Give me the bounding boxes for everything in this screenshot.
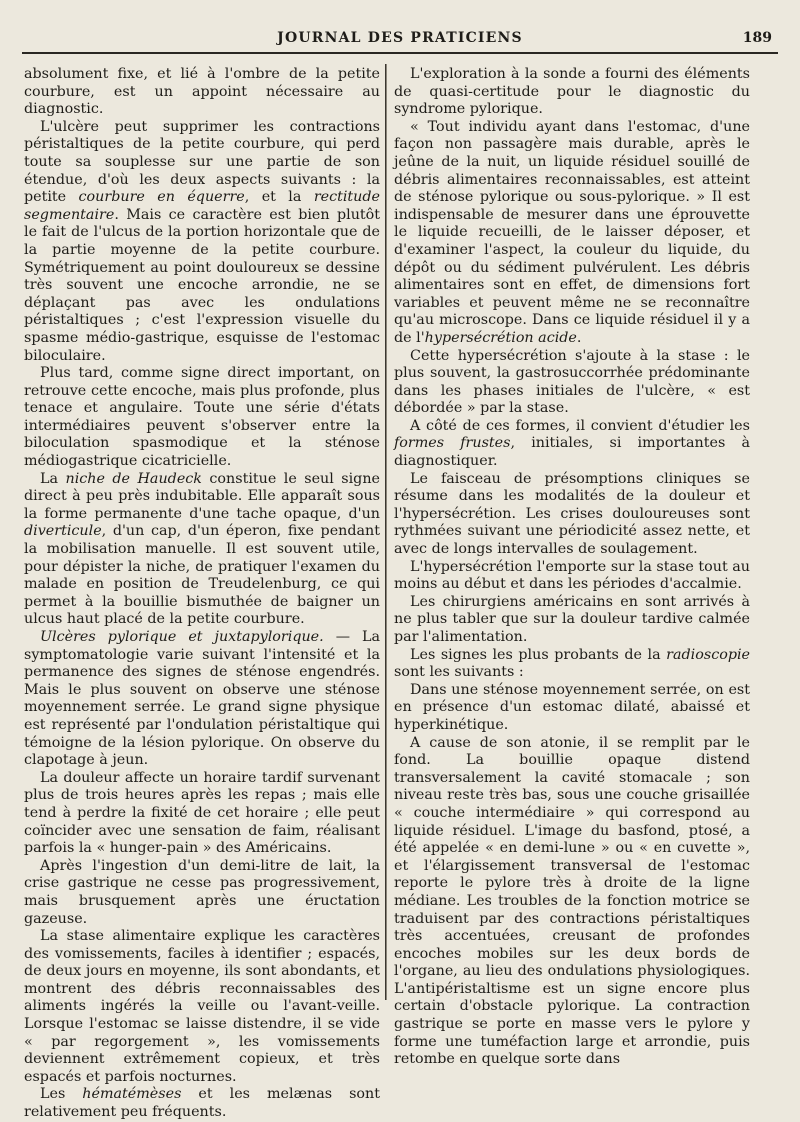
paragraph: L'ulcère peut supprimer les contractions péristaltiques de la petite courbure, qui perd toute sa souplesse sur une partie de son étendue, d'où les deux aspects suivants : la petite courbure en équerre, et la rectitude segmentaire. Mais ce caractère est bien plutôt le fait de l'ulcus de la portion horizontale que de la partie moyenne de la petite courbure. Symétriquement au point douloureux se dessine très souvent une encoche arrondie, ne se déplaçant pas avec les ondulations péristaltiques ; c'est l'expression visuelle du spasme médio-gastrique, esquisse de l'estomac biloculaire.: [24, 118, 380, 364]
paragraph: L'hypersécrétion l'emporte sur la stase tout au moins au début et dans les périodes d'accalmie.: [394, 558, 750, 593]
paragraph: Dans une sténose moyennement serrée, on est en présence d'un estomac dilaté, abaissé et hyperkinétique.: [394, 681, 750, 733]
page-header: [22, 26, 778, 54]
journal-title: JOURNAL DES PRATICIENS: [277, 30, 523, 46]
paragraph: La niche de Haudeck constitue le seul signe direct à peu près indubitable. Elle apparaît sous la forme permanente d'une tache opaque, d'un diverticule, d'un cap, d'un éperon, fixe pendant la mobilisation manuelle. Il est souvent utile, pour dépister la niche, de pratiquer l'examen du malade en position de Treudelenburg, ce qui permet à la bouillie bismuthée de baigner un ulcus haut placé de la petite courbure.: [24, 470, 381, 628]
paragraph: Le faisceau de présomptions cliniques se résume dans les modalités de la douleur et l'hypersécrétion. Les crises douloureuses sont rythmées suivant une périodicité assez nette, et avec de longs intervalles de soulagement.: [394, 470, 750, 558]
paragraph: Les signes les plus probants de la radioscopie sont les suivants :: [394, 646, 750, 681]
paragraph: L'exploration à la sonde a fourni des éléments de quasi-certitude pour le diagnostic du syndrome pylorique.: [394, 66, 750, 118]
left-column: [24, 66, 381, 1121]
paragraph: Les chirurgiens américains en sont arrivés à ne plus tabler que sur la douleur tardive calmée par l'alimentation.: [394, 593, 750, 645]
paragraph: absolument fixe, et lié à l'ombre de la petite courbure, est un appoint nécessaire au diagnostic.: [24, 66, 380, 118]
right-column: [394, 66, 750, 1068]
column-divider-shadow: [386, 64, 387, 1000]
paragraph: Ulcères pylorique et juxtapylorique. — La symptomatologie varie suivant l'intensité et la permanence des signes de sténose engendrés. Mais le plus souvent on observe une sténose moyennement serrée. Le grand signe physique est représenté par l'ondulation péristaltique qui témoigne de la lésion pylorique. On observe du clapotage à jeun.: [24, 629, 381, 769]
paragraph: Les hématémèses et les melænas sont relativement peu fréquents.: [24, 1086, 380, 1121]
paragraph: A côté de ces formes, il convient d'étudier les formes frustes, initiales, si importantes à diagnostiquer.: [394, 417, 750, 470]
page-number: 189: [742, 30, 772, 46]
paragraph: La douleur affecte un horaire tardif survenant plus de trois heures après les repas ; mais elle tend à perdre la fixité de cet horaire ; elle peut coïncider avec une sensation de faim, réalisant parfois la « hunger-pain » des Américains.: [24, 769, 380, 857]
paragraph: Cette hypersécrétion s'ajoute à la stase : le plus souvent, la gastrosuccorrhée prédominante dans les phases initiales de l'ulcère, « est débordée » par la stase.: [394, 347, 750, 417]
paragraph: A cause de son atonie, il se remplit par le fond. La bouillie opaque distend transversalement la cavité stomacale ; son niveau reste très bas, sous une couche grisaillée « couche intermédiaire » qui correspond au liquide résiduel. L'image du basfond, ptosé, a été appelée « en demi-lune » ou « en cuvette », et l'élargissement transversal de l'estomac reporte le pylore très à droite de la ligne médiane. Les troubles de la fonction motrice se traduisent par des contractions péristaltiques très accentuées, creusant de profondes encoches mobiles sur les deux bords de l'organe, au lieu des ondulations physiologiques. L'antipéristaltisme est un signe encore plus certain d'obstacle pylorique. La contraction gastrique se porte en masse vers le pylore y forme une tuméfaction large et arrondie, puis retombe en quelque sorte dans: [394, 734, 750, 1068]
paragraph: « Tout individu ayant dans l'estomac, d'une façon non passagère mais durable, après le jeûne de la nuit, un liquide résiduel souillé de débris alimentaires reconnaissables, est atteint de sténose pylorique ou sous-pylorique. » Il est indispensable de mesurer dans une éprouvette le liquide recueilli, de le laisser déposer, et d'examiner l'aspect, la couleur du liquide, du dépôt ou du sédiment pulvérulent. Les débris alimentaires sont en effet, de dimensions fort variables et peuvent même ne se reconnaître qu'au microscope. Dans ce liquide résiduel il y a de l'hypersécrétion acide.: [394, 118, 750, 346]
paragraph: La stase alimentaire explique les caractères des vomissements, faciles à identifier ; espacés, de deux jours en moyenne, ils sont abondants, et montrent des débris reconnaissables des aliments ingérés la veille ou l'avant-veille. Lorsque l'estomac se laisse distendre, il se vide « par regorgement », les vomissements deviennent extrêmement copieux, et très espacés et parfois nocturnes.: [24, 928, 380, 1085]
paragraph: Après l'ingestion d'un demi-litre de lait, la crise gastrique ne cesse pas progressivement, mais brusquement après une éructation gazeuse.: [24, 857, 380, 927]
paragraph: Plus tard, comme signe direct important, on retrouve cette encoche, mais plus profonde, plus tenace et angulaire. Toute une série d'états intermédiaires peuvent s'observer entre la biloculation spasmodique et la sténose médiogastrique cicatricielle.: [24, 365, 380, 470]
